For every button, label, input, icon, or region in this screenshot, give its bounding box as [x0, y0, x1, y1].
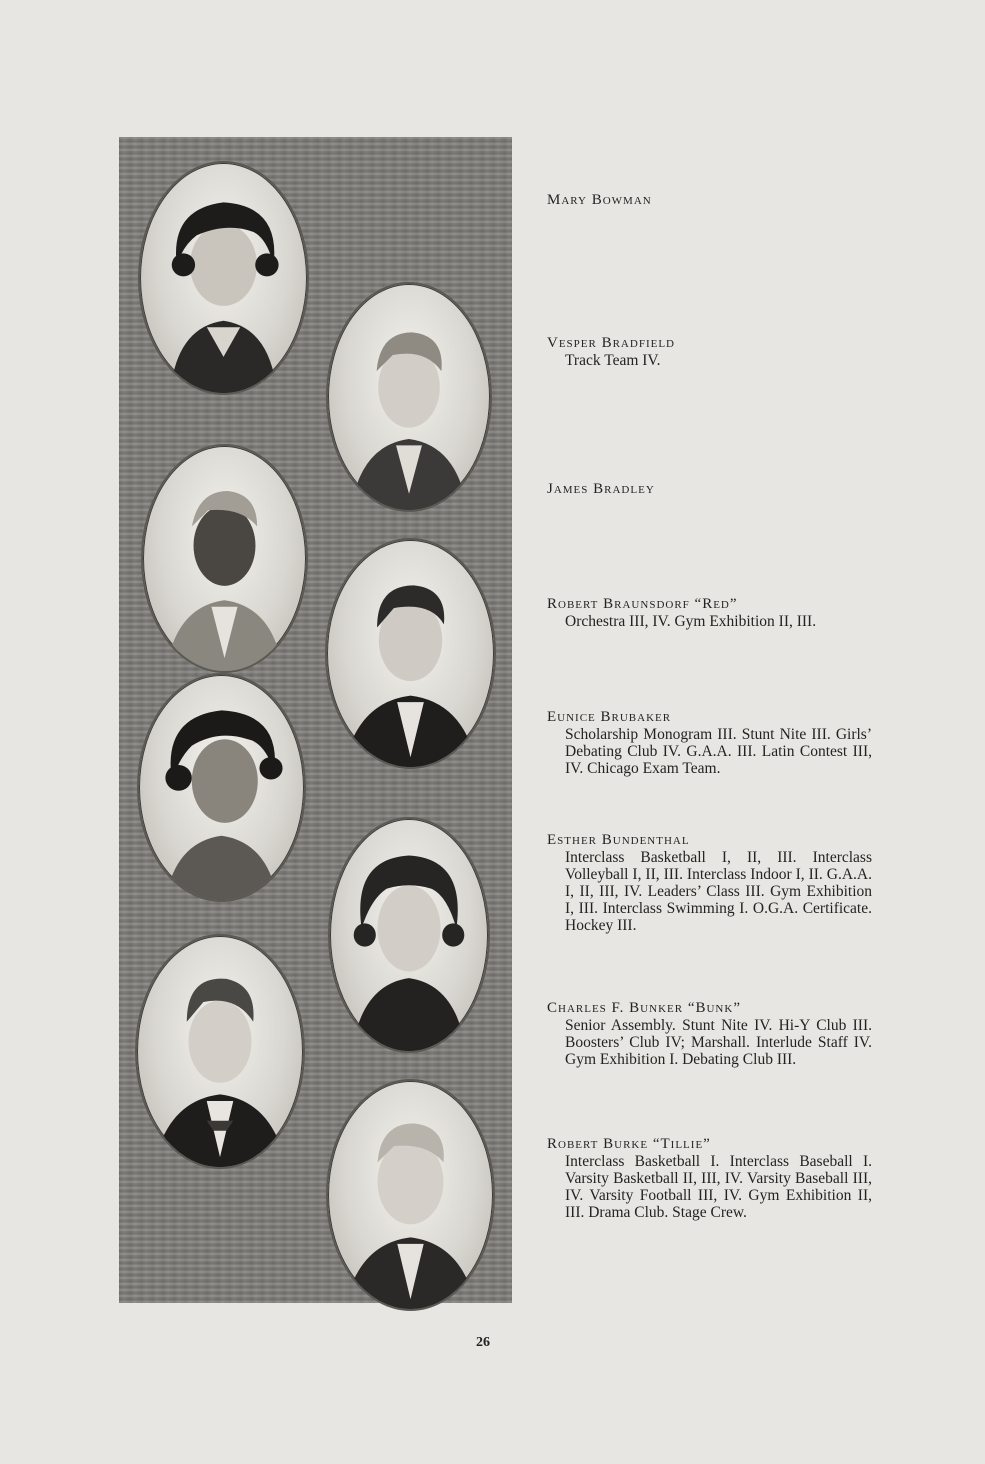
student-activities: Scholarship Monogram III. Stunt Nite III. Girls’ Debating Club IV. G.A.A. III. Latin Contest III, IV. Chicago Exam Team.	[565, 726, 872, 777]
portrait-james-bradley	[141, 444, 308, 673]
entry-vesper-bradfield	[547, 335, 872, 369]
portrait-esther-bundenthal	[328, 817, 490, 1053]
student-activities: Track Team IV.	[565, 352, 661, 369]
student-name: James Bradley	[547, 481, 655, 497]
entry-eunice-brubaker	[547, 709, 872, 777]
student-name: Mary Bowman	[547, 192, 652, 208]
student-name: Robert Braunsdorf “Red”	[547, 596, 738, 612]
portrait-charles-f-bunker	[135, 934, 305, 1169]
portrait-vesper-bradfield	[326, 282, 492, 512]
student-activities: Interclass Basketball I, II, III. Interclass Volleyball I, II, III. Interclass Indoor I, II. G.A.A. I, II, III, IV. Leaders’ Class III. Gym Exhibition I, III. Interclass Swimming I. O.G.A. Certificate. Hockey III.	[565, 849, 872, 934]
student-nickname: “Tillie”	[652, 1136, 711, 1152]
page-number: 26	[476, 1335, 490, 1350]
entry-james-bradley	[547, 481, 872, 498]
student-name: Charles F. Bunker “Bunk”	[547, 1000, 741, 1016]
entry-mary-bowman	[547, 192, 872, 209]
portrait-panel	[119, 137, 512, 1303]
portrait-robert-burke	[326, 1079, 495, 1311]
student-activities: Orchestra III, IV. Gym Exhibition II, III.	[565, 613, 817, 630]
student-activities: Senior Assembly. Stunt Nite IV. Hi-Y Club III. Boosters’ Club IV; Marshall. Interlude Staff IV. Gym Exhibition I. Debating Club III.	[565, 1017, 872, 1068]
portrait-mary-bowman	[138, 161, 309, 395]
entry-esther-bundenthal	[547, 832, 872, 934]
entry-charles-f-bunker	[547, 1000, 872, 1068]
student-nickname: “Bunk”	[687, 1000, 741, 1016]
portrait-eunice-brubaker	[137, 673, 306, 902]
student-name: Esther Bundenthal	[547, 832, 690, 848]
student-name: Robert Burke “Tillie”	[547, 1136, 711, 1152]
student-activities: Interclass Basketball I. Interclass Baseball I. Varsity Basketball II, III, IV. Varsity Baseball III, IV. Varsity Football III, IV. Gym Exhibition II, III. Drama Club. Stage Crew.	[565, 1153, 872, 1221]
student-name: Vesper Bradfield	[547, 335, 675, 351]
entry-robert-burke	[547, 1136, 872, 1221]
portrait-robert-braunsdorf	[325, 538, 496, 769]
entry-robert-braunsdorf	[547, 596, 872, 630]
student-name: Eunice Brubaker	[547, 709, 672, 725]
student-nickname: “Red”	[694, 596, 738, 612]
